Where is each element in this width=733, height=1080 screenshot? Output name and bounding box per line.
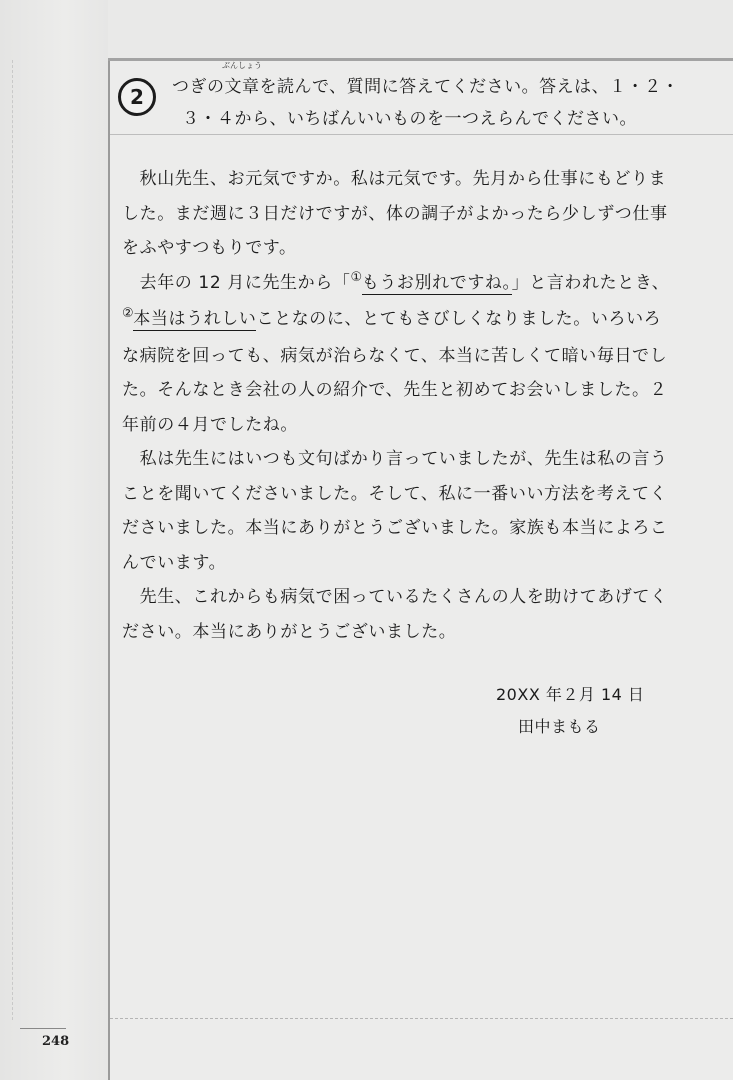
instruction-line-2: ３・４から、いちばんいいものを一つえらんでください。 xyxy=(182,109,637,129)
question-number-badge: 2 xyxy=(118,78,156,116)
panel-bottom-dashed-line xyxy=(110,1018,733,1019)
letter-line xyxy=(122,266,722,303)
letter-line: した。まだ週に３日だけですが、体の調子がよかったら少しずつ仕事 xyxy=(122,203,668,224)
letter-line: 先生、これからも病気で困っているたくさんの人を助けてあげてく xyxy=(122,587,668,607)
margin-guide-line xyxy=(12,60,14,1020)
letter-line xyxy=(122,302,722,339)
letter-signature: 田中まもる xyxy=(518,717,601,736)
letter-line: 秋山先生、お元気ですか。私は元気です。先月から仕事にもどりま xyxy=(122,169,667,189)
ruby-reading: ぶんしょう xyxy=(222,61,262,70)
instruction-post: を読んで、質問に答えてください。答えは、１・２・ xyxy=(259,77,680,97)
p2-line1-pre: 去年の 12 月に先生から「 xyxy=(122,272,351,293)
letter-line: 年前の４月でしたね。 xyxy=(122,414,298,435)
ruby-base: 文章 xyxy=(224,77,260,97)
letter-body xyxy=(122,162,722,649)
header-separator xyxy=(110,134,733,135)
ruby-word xyxy=(222,61,262,97)
letter-line: をふやすつもりです。 xyxy=(122,238,297,258)
letter-line: ださいました。本当にありがとうございました。家族も本当によろこ xyxy=(122,518,668,538)
underlined-phrase-2: 本当はうれしい xyxy=(133,309,257,329)
letter-date: 20XX 年２月 14 日 xyxy=(496,685,645,704)
letter-line: な病院を回っても、病気が治らなくて、本当に苦しくて暗い毎日でし xyxy=(122,345,668,366)
p2-line2-post: ことなのに、とてもさびしくなりました。いろいろ xyxy=(256,309,662,329)
p2-line1-post: 」と言われたとき、 xyxy=(511,272,670,293)
page-number-rule xyxy=(20,1028,66,1029)
letter-line: んでいます。 xyxy=(122,552,227,573)
marker-2: ② xyxy=(122,306,135,321)
instruction-line-1 xyxy=(172,61,680,97)
marker-1: ① xyxy=(350,269,363,285)
instruction-pre: つぎの xyxy=(172,77,225,97)
underlined-phrase-1: もうお別れですね。 xyxy=(361,272,512,293)
letter-line: ことを聞いてくださいました。そして、私に一番いい方法を考えてく xyxy=(122,483,668,504)
left-margin xyxy=(0,0,108,1080)
letter-line: ださい。本当にありがとうございました。 xyxy=(122,621,457,642)
panel-top-border xyxy=(108,58,733,61)
page-number: 248 xyxy=(42,1034,70,1049)
letter-line: 私は先生にはいつも文句ばかり言っていましたが、先生は私の言う xyxy=(122,449,668,469)
letter-line: た。そんなとき会社の人の紹介で、先生と初めてお会いしました。２ xyxy=(122,380,668,400)
